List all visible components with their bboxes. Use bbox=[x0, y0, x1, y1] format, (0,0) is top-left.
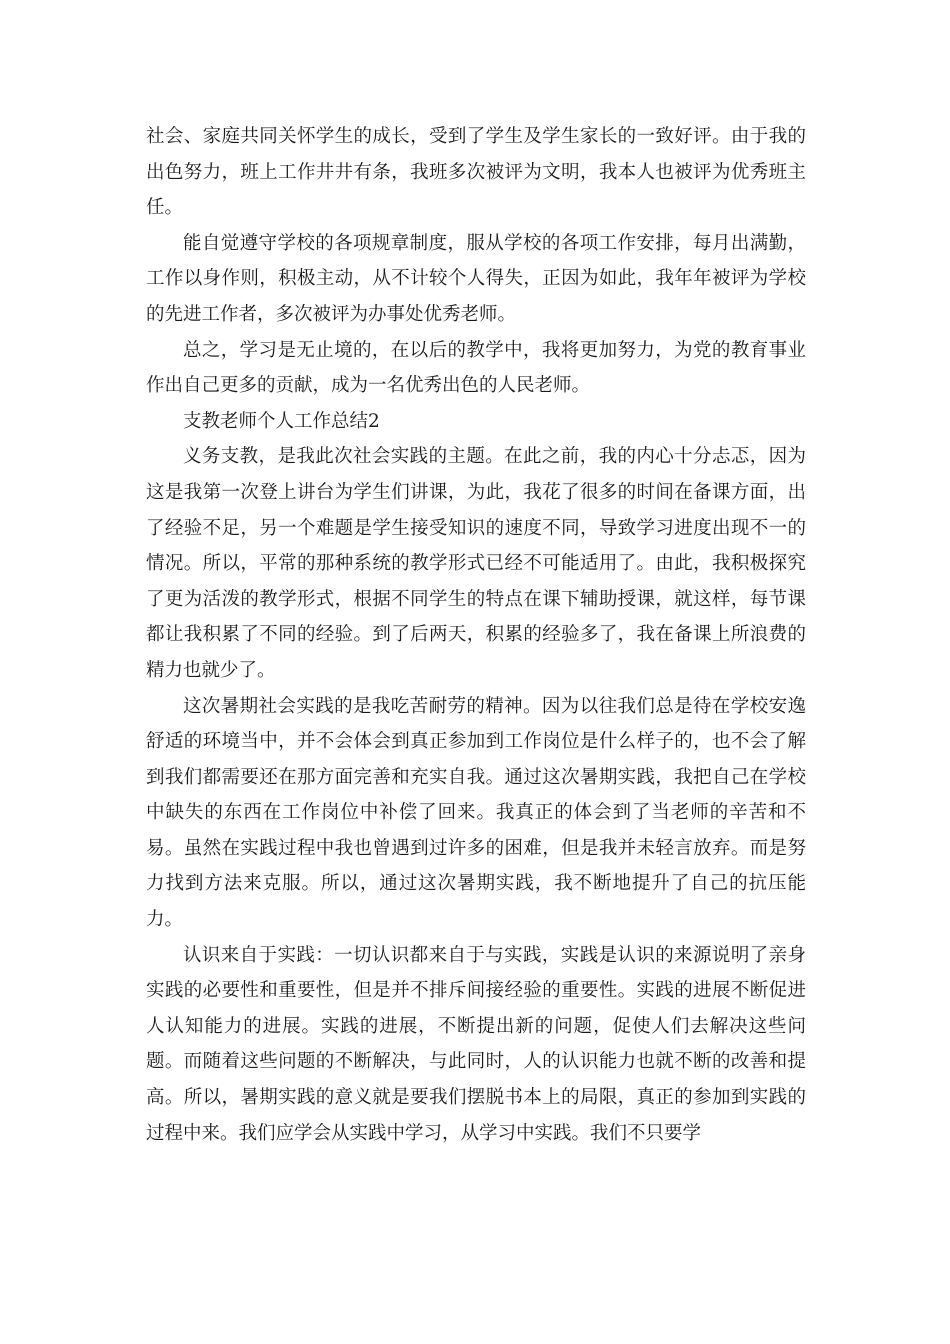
paragraph: 能自觉遵守学校的各项规章制度，服从学校的各项工作安排，每月出满勤，工作以身作则，积极主动，从不计较个人得失，正因为如此，我年年被评为学校的先进工作者，多次被评为办事处优秀老师。 bbox=[146, 232, 806, 325]
paragraph-continued: 社会、家庭共同关怀学生的成长，受到了学生及学生家长的一致好评。由于我的出色努力，班上工作井井有条，我班多次被评为文明，我本人也被评为优秀班主任。 bbox=[146, 126, 806, 219]
paragraph: 这次暑期社会实践的是我吃苦耐劳的精神。因为以往我们总是待在学校安逸舒适的环境当中，并不会体会到真正参加到工作岗位是什么样子的，也不会了解到我们都需要还在那方面完善和充实自我。通过这次暑期实践，我把自己在学校中缺失的东西在工作岗位中补偿了回来。我真正的体会到了当老师的辛苦和不易。虽然在实践过程中我也曾遇到过许多的困难，但是我并未轻言放弃。而是努力找到方法来克服。所以，通过这次暑期实践，我不断地提升了自己的抗压能力。 bbox=[146, 695, 806, 931]
paragraph: 认识来自于实践：一切认识都来自于与实践，实践是认识的来源说明了亲身实践的必要性和重要性，但是并不排斥间接经验的重要性。实践的进展不断促进人认知能力的进展。实践的进展，不断提出新的问题，促使人们去解决这些问题。而随着这些问题的不断解决，与此同时，人的认识能力也就不断的改善和提高。所以，暑期实践的意义就是要我们摆脱书本上的局限，真正的参加到实践的过程中来。我们应学会从实践中学习，从学习中实践。我们不只要学 bbox=[146, 944, 806, 1144]
section-heading: 支教老师个人工作总结2 bbox=[183, 410, 380, 432]
document-body bbox=[146, 119, 806, 1151]
paragraph: 总之，学习是无止境的，在以后的教学中，我将更加努力，为党的教育事业作出自己更多的贡献，成为一名优秀出色的人民老师。 bbox=[146, 339, 806, 397]
paragraph: 义务支教，是我此次社会实践的主题。在此之前，我的内心十分忐忑，因为这是我第一次登上讲台为学生们讲课，为此，我花了很多的时间在备课方面，出了经验不足，另一个难题是学生接受知识的速度不同，导致学习进度出现不一的情况。所以，平常的那种系统的教学形式已经不可能适用了。由此，我积极探究了更为活泼的教学形式，根据不同学生的特点在课下辅助授课，就这样，每节课都让我积累了不同的经验。到了后两天，积累的经验多了，我在备课上所浪费的精力也就少了。 bbox=[146, 446, 806, 681]
